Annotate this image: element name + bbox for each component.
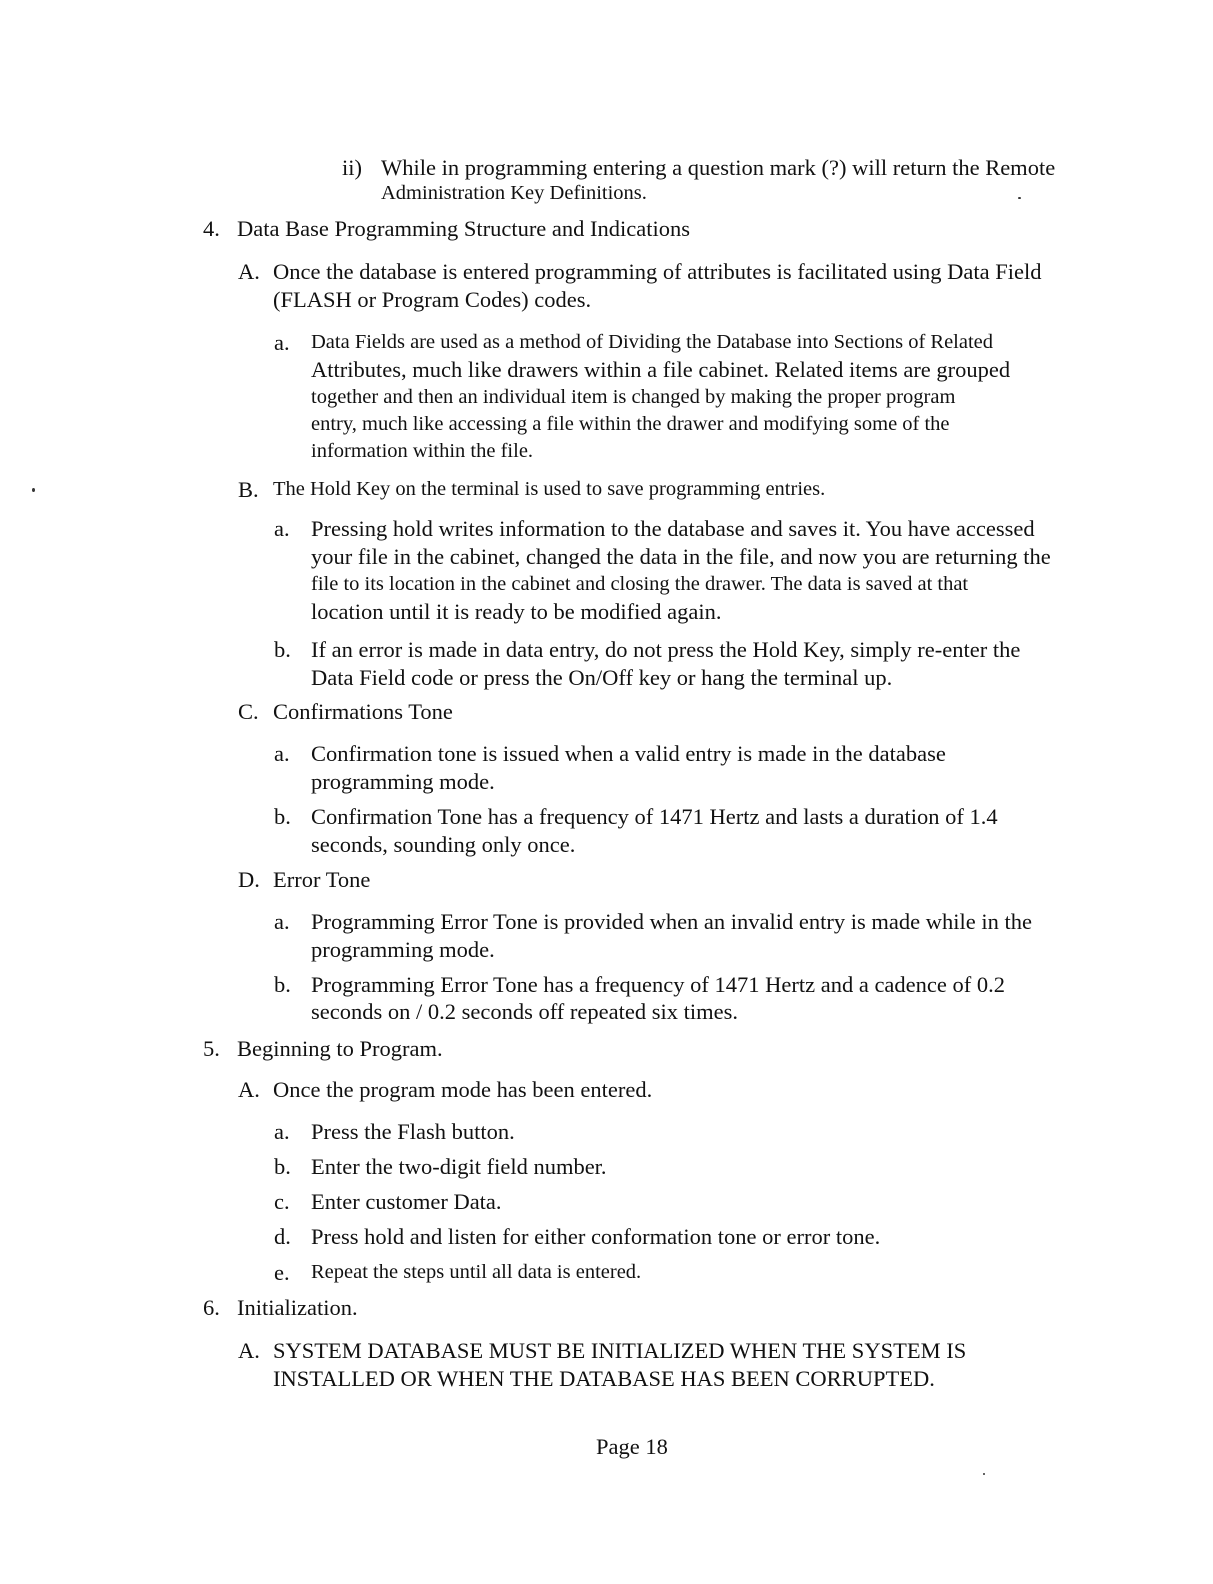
text-line: Confirmation tone is issued when a valid entry is made in the database [311, 741, 946, 766]
list-marker: A. [238, 1077, 260, 1102]
text-line: While in programming entering a question mark (?) will return the Remote [381, 155, 1056, 180]
scan-speck [983, 1473, 985, 1475]
text-line: INSTALLED OR WHEN THE DATABASE HAS BEEN CORRUPTED. [273, 1366, 935, 1391]
section-number: 6. [203, 1295, 220, 1320]
text-line: Programming Error Tone has a frequency of 1471 Hertz and a cadence of 0.2 [311, 972, 1005, 997]
list-marker: b. [274, 637, 291, 662]
list-marker: a. [274, 741, 290, 766]
list-marker: b. [274, 1154, 291, 1179]
scan-speck [1018, 197, 1021, 199]
text-line: Administration Key Definitions. [381, 182, 647, 204]
text-line: Data Fields are used as a method of Dividing the Database into Sections of Related [311, 331, 994, 353]
section-number: 4. [203, 216, 220, 241]
text-line: Press hold and listen for either conformation tone or error tone. [311, 1224, 881, 1249]
text-line: seconds, sounding only once. [311, 832, 576, 857]
text-line: Attributes, much like drawers within a file cabinet. Related items are grouped [311, 357, 1011, 382]
list-marker: d. [274, 1224, 291, 1249]
text-line: Pressing hold writes information to the database and saves it. You have accessed [311, 516, 1035, 541]
text-line: Error Tone [273, 867, 371, 892]
section-heading: Data Base Programming Structure and Indications [237, 216, 691, 241]
text-line: Confirmations Tone [273, 699, 453, 724]
text-line: Repeat the steps until all data is entered. [311, 1261, 642, 1283]
text-line: programming mode. [311, 937, 495, 962]
text-line: Confirmation Tone has a frequency of 1471 Hertz and lasts a duration of 1.4 [311, 804, 998, 829]
text-line: entry, much like accessing a file within the drawer and modifying some of the [311, 413, 950, 435]
list-marker: D. [238, 867, 260, 892]
list-marker: B. [238, 477, 259, 502]
text-line: The Hold Key on the terminal is used to save programming entries. [273, 478, 826, 500]
text-line: Data Field code or press the On/Off key or hang the terminal up. [311, 665, 893, 690]
section-number: 5. [203, 1036, 220, 1061]
list-marker: e. [274, 1260, 290, 1285]
text-line: Once the program mode has been entered. [273, 1077, 653, 1102]
text-line: your file in the cabinet, changed the data in the file, and now you are returning the [311, 544, 1051, 569]
text-line: information within the file. [311, 440, 534, 462]
text-line: Press the Flash button. [311, 1119, 515, 1144]
list-marker: a. [274, 909, 290, 934]
text-line: Enter the two-digit field number. [311, 1154, 607, 1179]
list-marker: c. [274, 1189, 290, 1214]
text-line: together and then an individual item is changed by making the proper program [311, 386, 956, 408]
list-marker: A. [238, 259, 260, 284]
scan-speck [32, 488, 35, 492]
text-line: file to its location in the cabinet and closing the drawer. The data is saved at that [311, 573, 969, 595]
list-marker: a. [274, 516, 290, 541]
list-marker: A. [238, 1338, 260, 1363]
text-line: SYSTEM DATABASE MUST BE INITIALIZED WHEN THE SYSTEM IS [273, 1338, 967, 1363]
list-marker: ii) [342, 155, 362, 180]
section-heading: Beginning to Program. [237, 1036, 443, 1061]
text-line: programming mode. [311, 769, 495, 794]
text-line: Programming Error Tone is provided when an invalid entry is made while in the [311, 909, 1032, 934]
page-number: Page 18 [596, 1434, 668, 1459]
text-line: Once the database is entered programming of attributes is facilitated using Data Field [273, 259, 1042, 284]
list-marker: b. [274, 804, 291, 829]
text-line: If an error is made in data entry, do not press the Hold Key, simply re-enter the [311, 637, 1021, 662]
list-marker: b. [274, 972, 291, 997]
section-heading: Initialization. [237, 1295, 358, 1320]
text-line: (FLASH or Program Codes) codes. [273, 287, 592, 312]
text-line: Enter customer Data. [311, 1189, 502, 1214]
list-marker: a. [274, 330, 290, 355]
text-line: seconds on / 0.2 seconds off repeated six times. [311, 999, 738, 1024]
text-line: location until it is ready to be modified again. [311, 599, 722, 624]
list-marker: a. [274, 1119, 290, 1144]
list-marker: C. [238, 699, 259, 724]
